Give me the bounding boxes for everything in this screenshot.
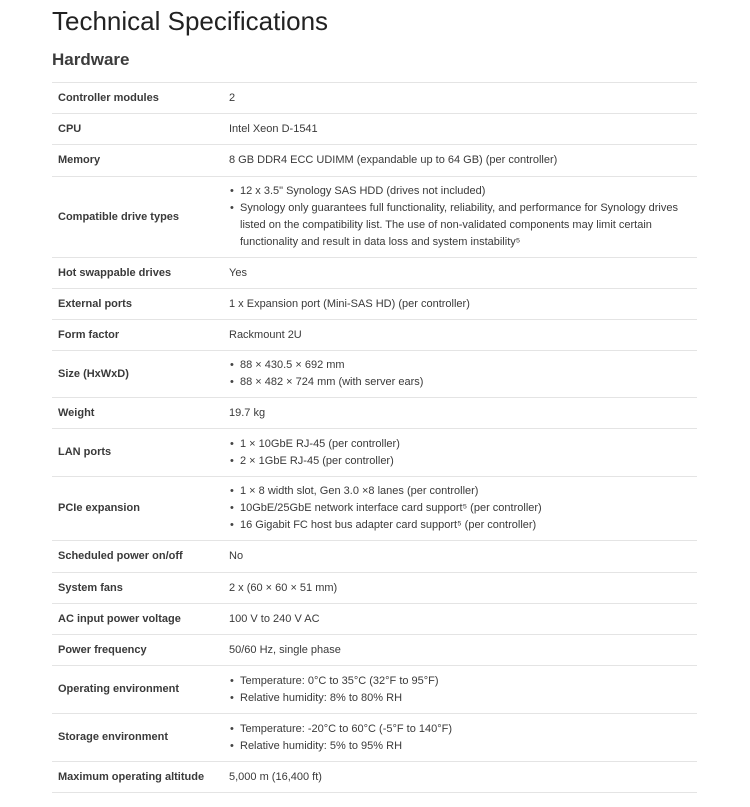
spec-value: 5,000 m (16,400 ft) — [223, 762, 697, 793]
spec-label: Hot swappable drives — [52, 258, 223, 289]
spec-row — [52, 320, 697, 351]
spec-label: Controller modules — [52, 83, 223, 114]
spec-value: 50/60 Hz, single phase — [223, 635, 697, 666]
spec-label: Size (HxWxD) — [52, 351, 223, 398]
spec-bullet-list — [229, 357, 697, 391]
spec-row — [52, 258, 697, 289]
spec-label: Scheduled power on/off — [52, 541, 223, 573]
spec-label: System fans — [52, 573, 223, 604]
spec-bullet-item: • Relative humidity: 8% to 80% RH — [240, 690, 697, 707]
spec-value: 1 x Expansion port (Mini-SAS HD) (per controller) — [223, 289, 697, 320]
spec-label: Power frequency — [52, 635, 223, 666]
spec-row — [52, 666, 697, 714]
spec-row — [52, 351, 697, 398]
spec-bullet-list — [229, 483, 697, 534]
spec-value: 19.7 kg — [223, 398, 697, 429]
spec-row — [52, 541, 697, 573]
spec-row — [52, 573, 697, 604]
spec-value-list — [223, 477, 697, 541]
spec-label: External ports — [52, 289, 223, 320]
spec-value-list — [223, 351, 697, 398]
spec-row — [52, 604, 697, 635]
spec-row — [52, 477, 697, 541]
spec-row — [52, 114, 697, 145]
spec-label: Form factor — [52, 320, 223, 351]
page-title: Technical Specifications — [52, 6, 329, 36]
spec-label: LAN ports — [52, 429, 223, 477]
spec-bullet-item: • 12 x 3.5" Synology SAS HDD (drives not included) — [240, 183, 697, 200]
spec-bullet-item: • Synology only guarantees full functionality, reliability, and performance for Synology drives listed on the compatibility list. The use of non-validated components may limit certain functionality and result in data loss and system instability⁵ — [240, 200, 697, 251]
spec-bullet-item: • Temperature: 0°C to 35°C (32°F to 95°F) — [240, 673, 697, 690]
spec-label: Compatible drive types — [52, 177, 223, 258]
spec-label: AC input power voltage — [52, 604, 223, 635]
spec-bullet-item: • 88 × 430.5 × 692 mm — [240, 357, 697, 374]
spec-value: Rackmount 2U — [223, 320, 697, 351]
spec-value: 2 — [223, 83, 697, 114]
spec-label: Storage environment — [52, 714, 223, 762]
spec-value: 8 GB DDR4 ECC UDIMM (expandable up to 64 GB) (per controller) — [223, 145, 697, 177]
spec-row — [52, 398, 697, 429]
spec-bullet-list — [229, 673, 697, 707]
spec-bullet-list — [229, 436, 697, 470]
spec-row — [52, 429, 697, 477]
section-title-hardware: Hardware — [52, 50, 130, 69]
spec-bullet-item: • 1 × 8 width slot, Gen 3.0 ×8 lanes (per controller) — [240, 483, 697, 500]
spec-label: Weight — [52, 398, 223, 429]
spec-row — [52, 83, 697, 114]
spec-label: Maximum operating altitude — [52, 762, 223, 793]
spec-bullet-item: • 16 Gigabit FC host bus adapter card support⁵ (per controller) — [240, 517, 697, 534]
spec-row — [52, 714, 697, 762]
spec-value: Intel Xeon D-1541 — [223, 114, 697, 145]
spec-value: Yes — [223, 258, 697, 289]
spec-label: Memory — [52, 145, 223, 177]
spec-table-body — [52, 83, 697, 793]
spec-value: 2 x (60 × 60 × 51 mm) — [223, 573, 697, 604]
spec-label: PCIe expansion — [52, 477, 223, 541]
spec-bullet-item: • 10GbE/25GbE network interface card support⁵ (per controller) — [240, 500, 697, 517]
spec-bullet-list — [229, 183, 697, 251]
spec-row — [52, 762, 697, 793]
spec-value: No — [223, 541, 697, 573]
spec-row — [52, 145, 697, 177]
spec-bullet-item: • 1 × 10GbE RJ-45 (per controller) — [240, 436, 697, 453]
spec-value-list — [223, 177, 697, 258]
spec-bullet-item: • Temperature: -20°C to 60°C (-5°F to 140°F) — [240, 721, 697, 738]
spec-value-list — [223, 429, 697, 477]
spec-value-list — [223, 666, 697, 714]
spec-bullet-item: • 88 × 482 × 724 mm (with server ears) — [240, 374, 697, 391]
spec-label: Operating environment — [52, 666, 223, 714]
spec-value-list — [223, 714, 697, 762]
spec-row — [52, 177, 697, 258]
spec-label: CPU — [52, 114, 223, 145]
spec-value: 100 V to 240 V AC — [223, 604, 697, 635]
spec-bullet-list — [229, 721, 697, 755]
spec-bullet-item: • 2 × 1GbE RJ-45 (per controller) — [240, 453, 697, 470]
spec-bullet-item: • Relative humidity: 5% to 95% RH — [240, 738, 697, 755]
hardware-spec-table — [52, 82, 697, 793]
spec-row — [52, 289, 697, 320]
spec-row — [52, 635, 697, 666]
